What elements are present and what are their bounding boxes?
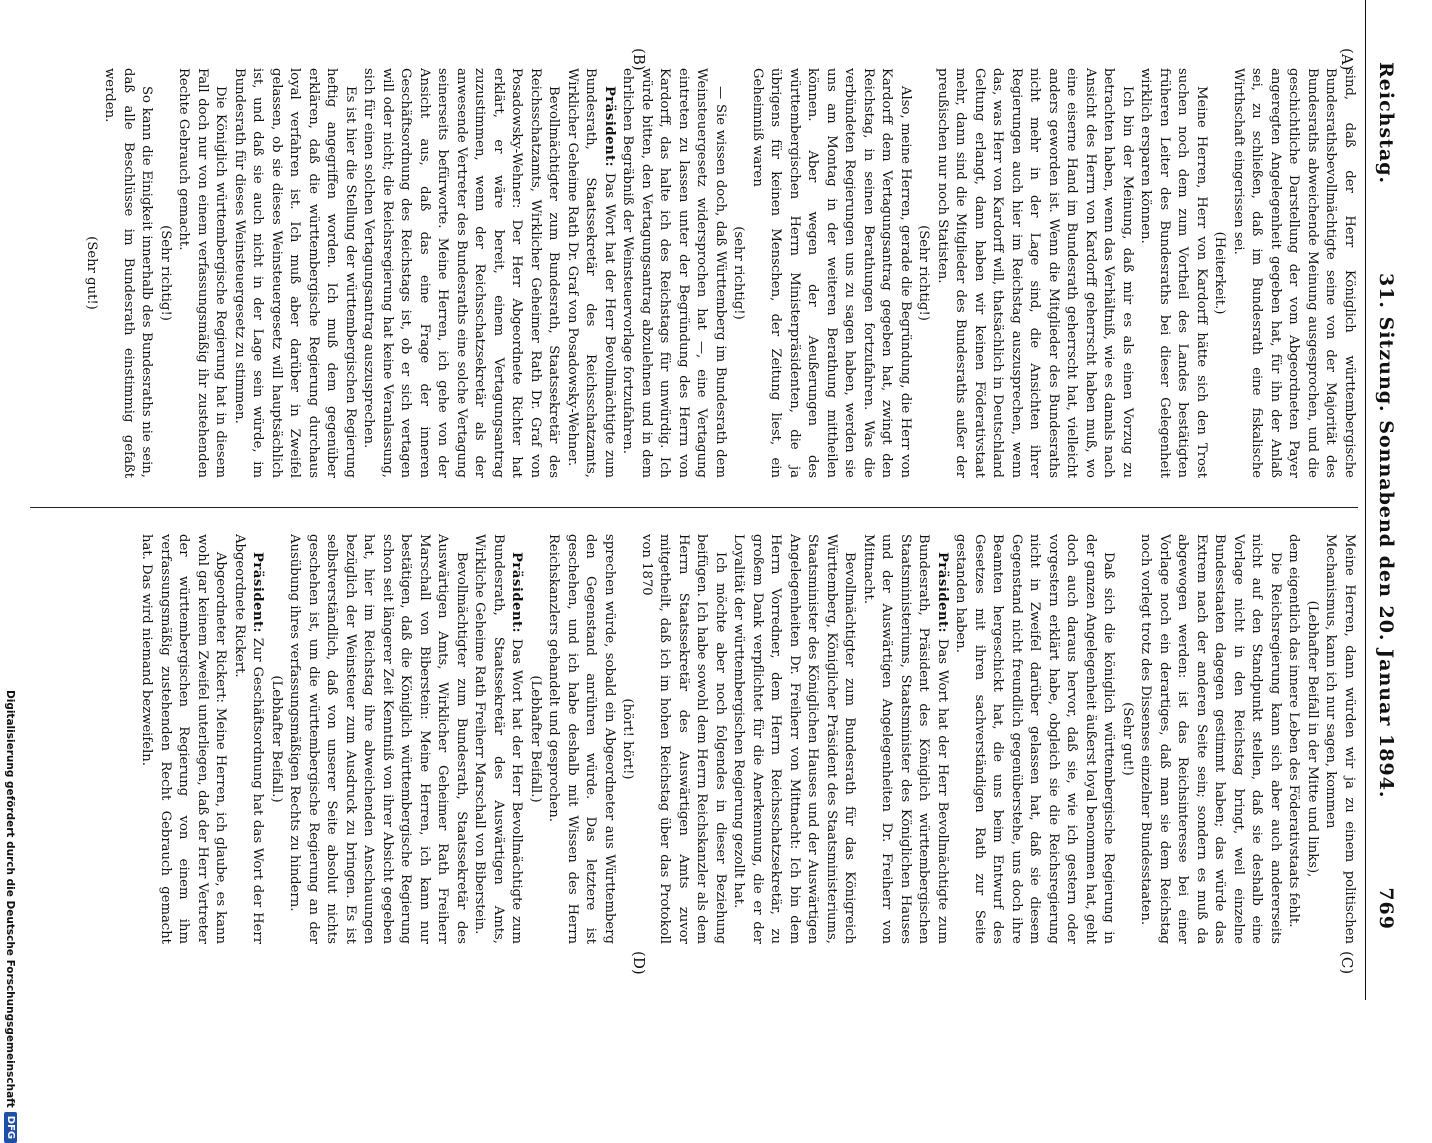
- paragraph-text: Das Wort hat der Herr Bevollmächtigte zum Bundesrath, Staatssekretär des Reichsschatzamts, Wirklicher Geheime Rath Dr. Graf von Posadowsky-Wehner.: [565, 68, 617, 478]
- interjection: (Lebhafter Beifall.): [269, 675, 284, 803]
- paragraph: Also, meine Herren, gerade die Begründung, die Herr von Kardorff dem Vertagungsantrag gegeben hat, zwingt den Reichstag, in seinen Berathungen fortzufahren. Was die verbündeten Regierungen uns zu sagen haben, werden sie uns am Montag in der weiteren Berathung mittheilen können. Aber wegen der Aeußerungen des württembergischen Herrn Ministerpräsidenten, die ja übrigens für keinen Menschen, der Zeitung liest, ein Geheimniß waren: [750, 68, 913, 478]
- paragraph: Bevollmächtigter zum Bundesrath, Staatssekretär des Auswärtigen Amts, Wirklicher Geheimer Rath Freiherr Marschall von Biberstein: Meine Herren, ich kann nur bestätigen, daß die Königlich württembergische Regierung schon seit längerer Zeit Kenntniß von ihrer Absicht gegeben hat, hier im Reichstag ihre abweichenden Anschauungen bezüglich der Weinsteuer zum Ausdruck zu bringen. Es ist selbstverständlich, daß von unserer Seite absolut nichts geschehen ist, um die württembergische Regierung an der Ausübung ihres verfassungsmäßigen Rechts zu hindern.: [287, 534, 469, 944]
- interjection: (Lebhafter Beifall in der Mitte und links),: [1305, 600, 1320, 878]
- interjection: (Sehr gut!): [1120, 702, 1135, 776]
- paragraph: sind, daß der Herr Königlich württembergische Bundesrathsbevollmächtigte seine von der Majorität des Bundesraths abweichende Meinung ausgesprochen, und die geschichtliche Darstellung der vom Abgeordneten Payer angeregten Angelegenheit gegeben hat, für ihn der Anlaß sei, zu schließen, daß im Bundesrath eine fiskalische Wirthschaft eingerissen sei.: [1231, 68, 1357, 478]
- paragraph: Daß sich die königlich württembergische Regierung in der ganzen Angelegenheit äußerst loyal benommen hat, geht doch auch daraus hervor, daß sie, wie ich gestern oder vorgestern erklärt habe, obgleich sie die Reichsregierung nicht in Zweifel darüber gelassen hat, daß sie diesem Gegenstand nicht freundlich gegenüberstehe, uns doch ihre Beamten hergeschickt hat, die uns beim Entwurf des Gesetzes mit ihren sachverständigen Rath zur Seite gestanden haben.: [953, 534, 1117, 944]
- left-column: [30, 68, 1358, 478]
- paragraph-text: Das Wort hat der Herr Bevollmächtigte zum Bundesrath, Staatssekretär des Auswärtigen Amts, Wirkliche Geheime Rath Freiherr Marschall von Biberstein.: [472, 534, 525, 944]
- paragraph-text: Zur Geschäftsordnung hat das Wort der Herr Abgeordnete Rickert.: [232, 534, 266, 944]
- page-header: [1365, 0, 1406, 1000]
- speaker-label: Präsident:: [509, 552, 525, 634]
- interjection: (sehr richtig!): [731, 226, 747, 320]
- dfg-logo: DFG: [4, 1112, 17, 1143]
- paragraph: Bevollmächtigter zum Bundesrath, Staatssekretär des Reichsschatzamts, Wirklicher Geheimer Rath Dr. Graf von Posadowsky-Wehner: Der Herr Abgeordnete Richter hat erklärt, er wäre bereit, einem Vertagungsantrag zuzustimmen, wenn der Reichsschatzsekretär als der anwesende Vertreter des Bundesraths eine solche Vertagung seinerseits befürworte. Meine Herren, ich gehe von der Ansicht aus, daß das eine Frage der inneren Geschäftsordnung des Reichstags ist, ob er sich vertagen will oder nicht; die Reichsregierung hat keine Veranlassung, sich für einen solchen Vertagungsantrag auszusprechen.: [361, 68, 562, 478]
- header-title: 31. Sitzung. Sonnabend den 20. Januar 1894.: [1375, 272, 1397, 799]
- interjection: (Sehr richtig!): [916, 225, 932, 321]
- interjection: (Lebhafter Beifall.): [528, 675, 543, 803]
- header-left: Reichstag.: [1375, 62, 1397, 185]
- paragraph: Meine Herren, Herr von Kardorff hätte sich den Trost suchen noch dem zum Vortheil des Landes bestätigten früheren Leiter des Bundesraths bei dieser Gelegenheit wirklich ersparen können.: [1138, 68, 1209, 478]
- paragraph: Es ist hier die Stellung der württembergischen Regierung heftig angegriffen worden. Ich muß dem gegenüber erklären, daß die württembergische Regierung durchaus loyal verfahren ist. Ich muß aber darüber in Zweifel gelassen, ob sie dieses Weinsteuergesetz will hauptsächlich ist, und daß sie auch nicht in der Lage sein würde, im Bundesrath für dieses Weinsteuergesetz zu stimmen.: [232, 68, 358, 478]
- digitization-note: [4, 0, 17, 1140]
- margin-marker-b: (B): [630, 48, 648, 71]
- paragraph: Ich möchte aber noch folgendes in dieser Beziehung beifügen. Ich habe sowohl dem Herrn Reichskanzler als dem Herrn Staatssekretär des Auswärtigen Amts zuvor mitgetheilt, daß ich im hohen Reichstag über das Protokoll von 1870: [639, 534, 728, 944]
- speaker-paragraph: [859, 534, 952, 944]
- paragraph: — Sie wissen doch, daß Württemberg im Bundesrath dem Weinsteuergesetz widersprochen hat —, eine Vertagung eintreten zu lassen unter der Begründung des Herrn von Kardorff, das halte ich des Reichstags für unwürdig. Ich würde bitten, den Vertagungsantrag abzulehnen und in dem ehrlichen Begräbniß der Weinsteuervorlage fortzufahren.: [620, 68, 728, 478]
- speaker-paragraph: [470, 534, 526, 944]
- paragraph: Abgeordneter Rickert: Meine Herren, ich glaube, es kann wohl gar keinem Zweifel unterliegen, daß der Herr Vertreter der württembergischen Regierung von einem ihm verfassungsmäßig zustehenden Recht Gebrauch gemacht hat. Das wird niemand bezweifeln.: [139, 534, 229, 944]
- paragraph: dem eigentlich das innere Leben des Föderativstaats fehlt.: [1286, 534, 1302, 928]
- speaker-paragraph: [230, 534, 267, 944]
- right-column: [30, 534, 1358, 944]
- speaker-label: Präsident:: [935, 552, 950, 634]
- paragraph: Bevollmächtigter zum Bundesrath für das Königreich Württemberg, Königlicher Präsident des Staatsministeriums, Staatsminister des Königlichen Hauses und der Auswärtigen Angelegenheiten Dr. Freiherr von Mittnacht: Ich bin dem Herrn Vorredner, dem Herrn Reichsschatzsekretär, zu großem Dank verpflichtet für die Anerkennung, die er der Loyalität der württembergischen Regierung gezollt hat.: [731, 534, 858, 944]
- interjection: (Sehr richtig!): [158, 225, 173, 321]
- paragraph: Die Reichsregierung kann sich aber auch andererseits nicht auf den Standpunkt stellen, daß sie deshalb eine Vorlage nicht in den Reichstag bringt, weil einzelne Bundesstaaten dagegen gestimmt haben; das würde das Extrem nach der anderen Seite sein; sondern es muß da abgewogen werden: ist das Reichsinteresse bei einer Vorlage noch ein derartiges, daß man sie dem Reichstag noch vorlegt trotz des Dissenses einzelner Bundesstaaten.: [1138, 534, 1283, 944]
- interjection: (Sehr gut!): [84, 236, 99, 310]
- interjection: (hört! hört!): [620, 698, 636, 780]
- margin-marker-a: (A): [1338, 48, 1356, 71]
- page-number: 769: [1375, 887, 1397, 930]
- column-divider: [30, 507, 1358, 508]
- paragraph: sprechen würde, sobald ein Abgeordneter aus Württemberg den Gegenstand anrühren würde. Das letztere ist geschehen, und ich habe deshalb mit Wissen des Herrn Reichskanzlers gehandelt und gesprochen.: [546, 534, 617, 944]
- interjection: (Heiterkeit.): [1212, 231, 1228, 315]
- paragraph: So kann die Einigkeit innerhalb des Bundesraths nie sein, daß alle Beschlüsse im Bundesrath einstimmig gefaßt werden.: [102, 68, 155, 478]
- margin-marker-c: (C): [1338, 951, 1356, 975]
- speaker-paragraph: [563, 68, 619, 478]
- paragraph: Die Königlich württembergische Regierung hat in diesem Fall doch nur von einem verfassungsmäßig ihr zustehenden Rechte Gebrauch gemacht.: [176, 68, 229, 478]
- paragraph-text: Das Wort hat der Herr Bevollmächtigte zum Bundesrath, Präsident des Königlich württembergischen Staatsministeriums, Staatsminister des Königlichen Hauses und der Auswärtigen Angelegenheiten Dr. Freiherr von Mittnacht.: [861, 534, 950, 944]
- speaker-label: Präsident:: [250, 552, 266, 634]
- margin-marker-d: (D): [630, 951, 648, 975]
- paragraph: Meine Herren, dann würden wir ja zu einem politischen Mechanismus, kann ich nur sagen, kommen: [1323, 534, 1357, 944]
- page-body: [30, 46, 1358, 975]
- speaker-label: Präsident:: [602, 86, 617, 168]
- paragraph: Ich bin der Meinung, daß mir es als einen Vorzug zu betrachten haben, wenn das Verhältniß, wie es damals nach Ansicht des Herrn von Kardorff geherrscht haben muß, wo eine eiserne Hand im Bundesrath geherrscht hat, vielleicht anders geworden ist. Wenn die Mitglieder des Bundesraths nicht mehr in der Lage sind, die Ansichten ihrer Regierungen auch hier im Reichstag auszusprechen, wenn das, was Herr von Kardorff will, thatsächlich in Deutschland Geltung erlangt, dann haben wir keinen Föderativstaat mehr, dann sind die Mitglieder des Bundesraths außer der preußischen nur noch Statisten.: [935, 68, 1135, 478]
- digitization-text: Digitalisierung gefördert durch die Deutsche Forschungsgemeinschaft: [4, 690, 17, 1108]
